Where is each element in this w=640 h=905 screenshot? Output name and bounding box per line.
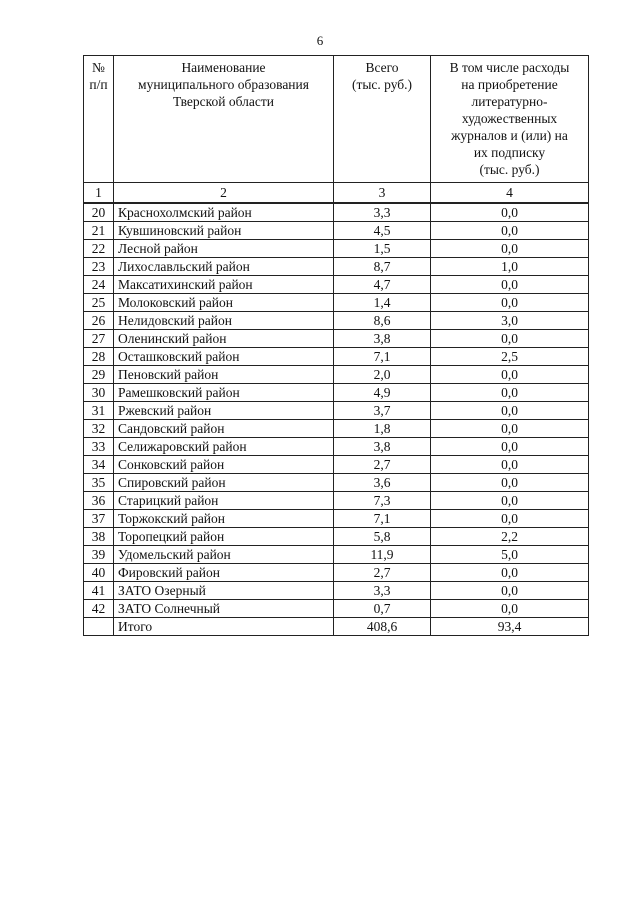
total-cell: 4,7 [334,276,431,294]
column-index-cell: 4 [431,183,589,204]
total-cell: 1,4 [334,294,431,312]
municipality-name-cell: Торопецкий район [114,528,334,546]
table-row [84,294,589,312]
municipality-name-cell: Кувшиновский район [114,222,334,240]
included-expenses-cell: 0,0 [431,222,589,240]
municipality-name-cell: Пеновский район [114,366,334,384]
table-row [84,600,589,618]
row-number-cell: 37 [84,510,114,528]
table-row [84,420,589,438]
row-number-cell: 26 [84,312,114,330]
total-cell: 7,1 [334,348,431,366]
row-number-cell: 34 [84,456,114,474]
table-row [84,312,589,330]
row-number-cell: 35 [84,474,114,492]
included-expenses-cell: 0,0 [431,420,589,438]
header-name: Наименование муниципального образования Тверской области [114,56,334,183]
municipality-name-cell: Итого [114,618,334,636]
total-cell: 4,9 [334,384,431,402]
included-expenses-cell: 0,0 [431,276,589,294]
row-number-cell: 23 [84,258,114,276]
total-cell: 7,1 [334,510,431,528]
total-cell: 3,7 [334,402,431,420]
column-index-row [84,183,589,204]
header-included: В том числе расходы на приобретение литературно- художественных журналов и (или) на их подписку (тыс. руб.) [431,56,589,183]
row-number-cell: 22 [84,240,114,258]
included-expenses-cell: 0,0 [431,366,589,384]
total-cell: 3,8 [334,438,431,456]
municipality-name-cell: Молоковский район [114,294,334,312]
included-expenses-cell: 0,0 [431,564,589,582]
row-number-cell: 20 [84,203,114,222]
included-expenses-cell: 0,0 [431,492,589,510]
included-expenses-cell: 0,0 [431,240,589,258]
table-row [84,276,589,294]
municipality-name-cell: Осташковский район [114,348,334,366]
total-cell: 2,7 [334,456,431,474]
included-expenses-cell: 0,0 [431,582,589,600]
total-cell: 8,7 [334,258,431,276]
row-number-cell: 31 [84,402,114,420]
row-number-cell: 33 [84,438,114,456]
included-expenses-cell: 0,0 [431,510,589,528]
table-body [84,203,589,636]
included-expenses-cell: 3,0 [431,312,589,330]
table-row [84,402,589,420]
municipality-name-cell: ЗАТО Озерный [114,582,334,600]
table-row [84,240,589,258]
total-cell: 3,3 [334,582,431,600]
column-index-cell: 2 [114,183,334,204]
total-cell: 0,7 [334,600,431,618]
included-expenses-cell: 2,2 [431,528,589,546]
table-row [84,564,589,582]
table-row [84,618,589,636]
municipality-name-cell: Торжокский район [114,510,334,528]
included-expenses-cell: 0,0 [431,456,589,474]
table-row [84,222,589,240]
municipality-name-cell: Селижаровский район [114,438,334,456]
column-index-cell: 3 [334,183,431,204]
row-number-cell: 28 [84,348,114,366]
table-row [84,492,589,510]
municipality-name-cell: Рамешковский район [114,384,334,402]
municipality-name-cell: Краснохолмский район [114,203,334,222]
row-number-cell: 40 [84,564,114,582]
row-number-cell: 30 [84,384,114,402]
column-index-cell: 1 [84,183,114,204]
table-row [84,546,589,564]
municipality-name-cell: Удомельский район [114,546,334,564]
included-expenses-cell: 0,0 [431,384,589,402]
included-expenses-cell: 2,5 [431,348,589,366]
municipality-name-cell: Ржевский район [114,402,334,420]
row-number-cell: 21 [84,222,114,240]
row-number-cell: 25 [84,294,114,312]
included-expenses-cell: 0,0 [431,402,589,420]
municipality-name-cell: Лихославльский район [114,258,334,276]
row-number-cell: 24 [84,276,114,294]
row-number-cell: 41 [84,582,114,600]
total-cell: 3,6 [334,474,431,492]
municipality-name-cell: Нелидовский район [114,312,334,330]
included-expenses-cell: 5,0 [431,546,589,564]
municipality-name-cell: Старицкий район [114,492,334,510]
included-expenses-cell: 0,0 [431,600,589,618]
table-row [84,384,589,402]
municipality-name-cell: ЗАТО Солнечный [114,600,334,618]
expenditure-table [83,55,589,636]
total-cell: 4,5 [334,222,431,240]
table-row [84,528,589,546]
municipality-name-cell: Фировский район [114,564,334,582]
included-expenses-cell: 93,4 [431,618,589,636]
municipality-name-cell: Максатихинский район [114,276,334,294]
total-cell: 3,3 [334,203,431,222]
header-num: № п/п [84,56,114,183]
municipality-name-cell: Оленинский район [114,330,334,348]
table-row [84,348,589,366]
included-expenses-cell: 0,0 [431,438,589,456]
municipality-name-cell: Сандовский район [114,420,334,438]
total-cell: 1,8 [334,420,431,438]
total-cell: 3,8 [334,330,431,348]
total-cell: 408,6 [334,618,431,636]
row-number-cell: 27 [84,330,114,348]
included-expenses-cell: 0,0 [431,330,589,348]
included-expenses-cell: 0,0 [431,294,589,312]
row-number-cell: 39 [84,546,114,564]
included-expenses-cell: 0,0 [431,203,589,222]
municipality-name-cell: Спировский район [114,474,334,492]
header-total: Всего (тыс. руб.) [334,56,431,183]
table-row [84,582,589,600]
total-cell: 2,7 [334,564,431,582]
table-row [84,330,589,348]
row-number-cell: 36 [84,492,114,510]
total-cell: 2,0 [334,366,431,384]
table-row [84,474,589,492]
total-cell: 5,8 [334,528,431,546]
table-header-row [84,56,589,183]
table-row [84,203,589,222]
table-row [84,258,589,276]
row-number-cell: 42 [84,600,114,618]
page-number: 6 [316,33,324,48]
table-row [84,438,589,456]
included-expenses-cell: 0,0 [431,474,589,492]
municipality-name-cell: Сонковский район [114,456,334,474]
table-row [84,456,589,474]
row-number-cell: 32 [84,420,114,438]
municipality-name-cell: Лесной район [114,240,334,258]
table-row [84,510,589,528]
table-row [84,366,589,384]
included-expenses-cell: 1,0 [431,258,589,276]
row-number-cell [84,618,114,636]
total-cell: 7,3 [334,492,431,510]
total-cell: 11,9 [334,546,431,564]
total-cell: 8,6 [334,312,431,330]
total-cell: 1,5 [334,240,431,258]
row-number-cell: 29 [84,366,114,384]
row-number-cell: 38 [84,528,114,546]
